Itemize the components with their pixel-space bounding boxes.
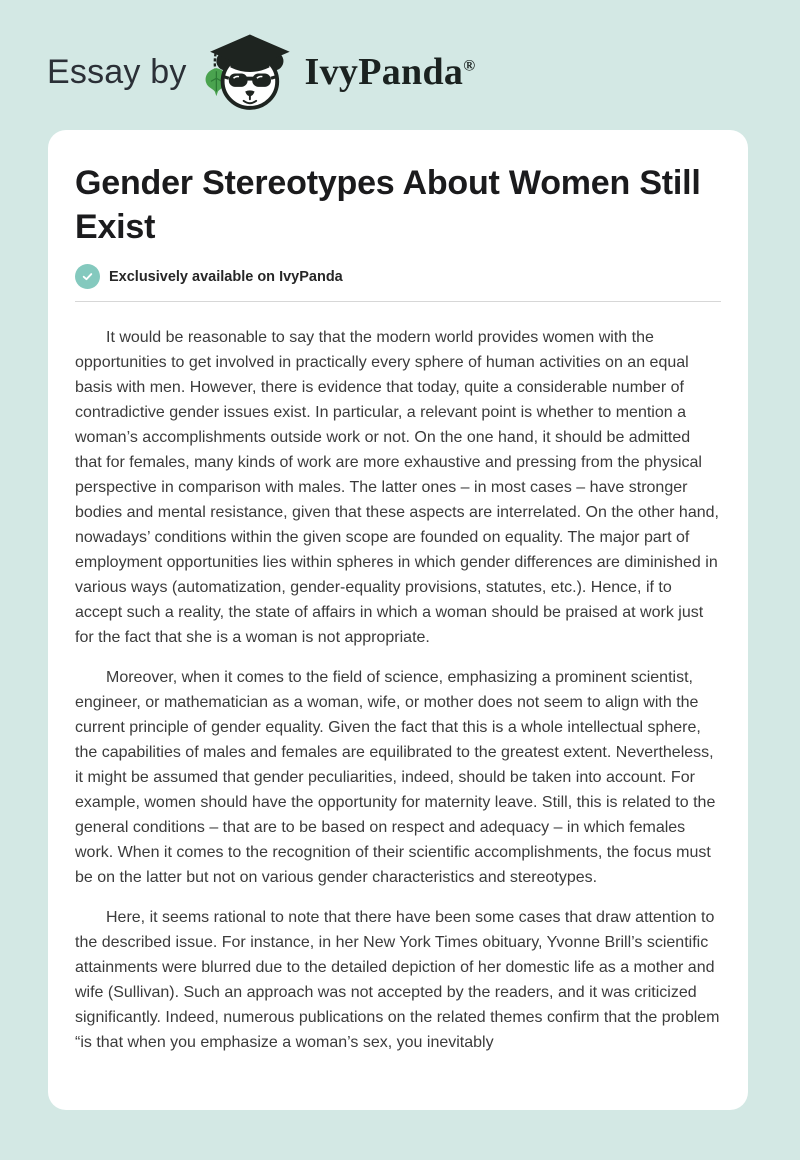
availability-label: Exclusively available on IvyPanda	[109, 268, 343, 285]
essay-paragraph-3: Here, it seems rational to note that there have been some cases that draw attention to the described issue. For instance, in her New York Times obituary, Yvonne Brill’s scientific attainments were blurred due to the detailed depiction of her domestic life as a mother and wife (Sullivan). Such an approach was not accepted by the readers, and it was criticized significantly. Indeed, numerous publications on the related themes confirm that the problem “is that when you emphasize a woman’s sex, you inevitably	[75, 909, 720, 1051]
registered-trademark-symbol: ®	[463, 57, 476, 75]
divider	[75, 301, 721, 302]
header	[47, 33, 475, 111]
essay-paragraph-1: It would be reasonable to say that the modern world provides women with the opportunities to get involved in practically every sphere of human activities on an equal basis with men. However, there is evidence that today, quite a considerable number of contradictive gender issues exist. In particular, a relevant point is whether to mention a woman’s accomplishments outside work or not. On the one hand, it should be admitted that for females, many kinds of work are more exhaustive and pressing from the physical perspective in comparison with males. The latter ones – in most cases – have stronger bodies and mental resistance, given that these aspects are interrelated. On the other hand, nowadays’ conditions within the given scope are founded on equality. The major part of employment opportunities lies within spheres in which gender differences are diminished in various ways (automatization, gender-equality provisions, statutes, etc.). Hence, if to accept such a reality, the state of affairs in which a woman should be praised at work just for the fact that she is a woman is not appropriate.	[75, 329, 719, 646]
essay-paragraph-2: Moreover, when it comes to the field of science, emphasizing a prominent scientist, engineer, or mathematician as a woman, wife, or mother does not seem to align with the current principle of gender equality. Given the fact that this is a whole intellectual sphere, the capabilities of males and females are equilibrated to the greatest extent. Nevertheless, it might be assumed that gender peculiarities, indeed, should be taken into account. For example, women should have the opportunity for maternity leave. Still, this is related to the general conditions – that are to be based on respect and adequacy – in which females work. When it comes to the recognition of their scientific accomplishments, the focus must be on the latter but not on various gender characteristics and stereotypes.	[75, 669, 716, 886]
availability-badge	[75, 264, 721, 289]
essay-by-label: Essay by	[47, 52, 187, 91]
brand-name	[305, 50, 476, 94]
brand-name-text: IvyPanda	[304, 51, 464, 93]
essay-card	[48, 130, 748, 1110]
essay-title: Gender Stereotypes About Women Still Exist	[75, 164, 701, 246]
check-icon	[75, 264, 100, 289]
essay-body	[75, 325, 721, 1055]
ivypanda-panda-logo-icon	[198, 33, 294, 111]
